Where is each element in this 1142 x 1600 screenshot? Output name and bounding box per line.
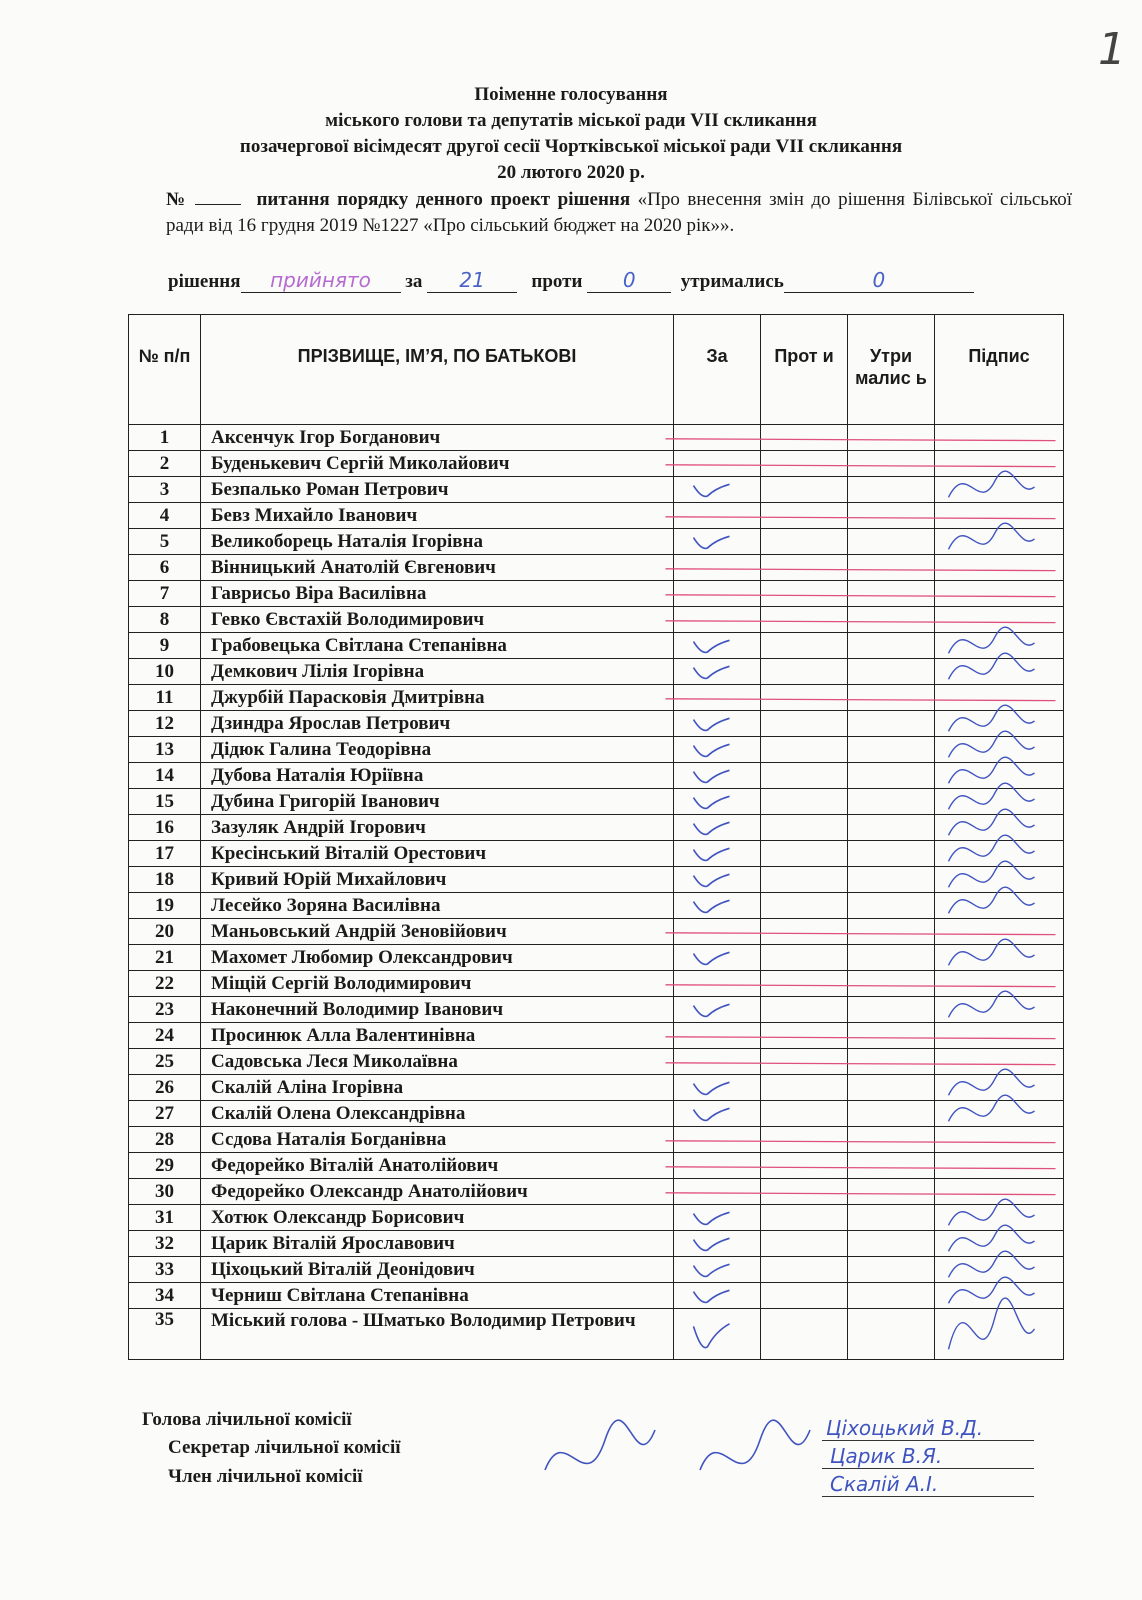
row-abstained-cell: [848, 711, 935, 737]
row-abstained-cell: [848, 1205, 935, 1231]
row-for-cell: [674, 1179, 761, 1205]
row-against-cell: [761, 659, 848, 685]
row-for-cell: [674, 867, 761, 893]
row-against-cell: [761, 503, 848, 529]
table-row: [129, 789, 1064, 815]
row-against-cell: [761, 945, 848, 971]
row-number: 30: [129, 1179, 201, 1205]
row-name: Міський голова - Шматько Володимир Петрович: [201, 1309, 674, 1360]
row-for-cell: [674, 737, 761, 763]
row-against-cell: [761, 555, 848, 581]
row-number: 18: [129, 867, 201, 893]
row-for-cell: [674, 1257, 761, 1283]
table-header-row: [129, 315, 1064, 425]
col-header-signature: Підпис: [935, 315, 1064, 425]
abstained-value: 0: [784, 270, 974, 293]
document-heading: [0, 82, 1142, 186]
against-value: 0: [587, 270, 671, 293]
row-number: 33: [129, 1257, 201, 1283]
table-row: [129, 529, 1064, 555]
row-signature-cell: [935, 555, 1064, 581]
col-header-name: ПРІЗВИЩЕ, ІМ’Я, ПО БАТЬКОВІ: [201, 315, 674, 425]
table-row: [129, 1179, 1064, 1205]
row-number: 11: [129, 685, 201, 711]
row-signature-cell: [935, 685, 1064, 711]
row-for-cell: [674, 477, 761, 503]
row-abstained-cell: [848, 997, 935, 1023]
row-for-cell: [674, 919, 761, 945]
row-number: 31: [129, 1205, 201, 1231]
row-abstained-cell: [848, 763, 935, 789]
row-name: Буденькевич Сергій Миколайович: [201, 451, 674, 477]
row-against-cell: [761, 789, 848, 815]
row-abstained-cell: [848, 737, 935, 763]
row-for-cell: [674, 789, 761, 815]
roll-call-table: [128, 314, 1064, 1360]
row-for-cell: [674, 607, 761, 633]
row-signature-cell: [935, 503, 1064, 529]
commission-member-label: Член лічильної комісії: [168, 1466, 363, 1487]
row-number: 21: [129, 945, 201, 971]
col-header-abstained: Утри малис ь: [848, 315, 935, 425]
row-abstained-cell: [848, 555, 935, 581]
row-number: 20: [129, 919, 201, 945]
row-for-cell: [674, 633, 761, 659]
row-for-cell: [674, 1309, 761, 1360]
row-number: 34: [129, 1283, 201, 1309]
row-signature-cell: [935, 1257, 1064, 1283]
row-against-cell: [761, 451, 848, 477]
row-name: Зазуляк Андрій Ігорович: [201, 815, 674, 841]
row-for-cell: [674, 841, 761, 867]
table-row: [129, 1231, 1064, 1257]
row-abstained-cell: [848, 1309, 935, 1360]
member-name-line: [822, 1496, 1034, 1497]
table-row: [129, 1075, 1064, 1101]
row-signature-cell: [935, 425, 1064, 451]
row-for-cell: [674, 1023, 761, 1049]
question-lead: питання порядку денного проект рішення: [256, 189, 631, 210]
row-signature-cell: [935, 919, 1064, 945]
row-signature-cell: [935, 1101, 1064, 1127]
row-signature-cell: [935, 477, 1064, 503]
commission-chair-name: Ціхоцький В.Д.: [826, 1416, 984, 1440]
row-name: Вінницький Анатолій Євгенович: [201, 555, 674, 581]
row-for-cell: [674, 971, 761, 997]
row-for-cell: [674, 815, 761, 841]
row-number: 23: [129, 997, 201, 1023]
row-abstained-cell: [848, 1179, 935, 1205]
question-number-label: №: [166, 189, 188, 210]
chair-name-line: [822, 1440, 1034, 1441]
row-for-cell: [674, 711, 761, 737]
row-signature-cell: [935, 737, 1064, 763]
row-against-cell: [761, 893, 848, 919]
row-against-cell: [761, 1127, 848, 1153]
for-label: за: [405, 271, 423, 292]
row-abstained-cell: [848, 789, 935, 815]
row-against-cell: [761, 997, 848, 1023]
row-abstained-cell: [848, 1231, 935, 1257]
row-for-cell: [674, 529, 761, 555]
row-signature-cell: [935, 451, 1064, 477]
table-row: [129, 659, 1064, 685]
row-for-cell: [674, 685, 761, 711]
table-row: [129, 425, 1064, 451]
row-abstained-cell: [848, 581, 935, 607]
row-against-cell: [761, 607, 848, 633]
row-signature-cell: [935, 581, 1064, 607]
row-name: Дубина Григорій Іванович: [201, 789, 674, 815]
col-header-number: № п/п: [129, 315, 201, 425]
heading-line: міського голови та депутатів міської ради VII скликання: [325, 110, 817, 131]
heading-line: 20 лютого 2020 р.: [497, 162, 645, 183]
table-row: [129, 815, 1064, 841]
row-against-cell: [761, 919, 848, 945]
table-row: [129, 867, 1064, 893]
row-for-cell: [674, 1049, 761, 1075]
row-name: Бевз Михайло Іванович: [201, 503, 674, 529]
row-abstained-cell: [848, 1127, 935, 1153]
row-signature-cell: [935, 867, 1064, 893]
row-name: Кресінський Віталій Орестович: [201, 841, 674, 867]
heading-line: Поіменне голосування: [474, 84, 668, 105]
row-for-cell: [674, 945, 761, 971]
row-abstained-cell: [848, 919, 935, 945]
row-for-cell: [674, 1231, 761, 1257]
row-against-cell: [761, 1257, 848, 1283]
row-number: 5: [129, 529, 201, 555]
table-row: [129, 997, 1064, 1023]
table-row: [129, 841, 1064, 867]
row-name: Великоборець Наталія Ігорівна: [201, 529, 674, 555]
row-for-cell: [674, 1101, 761, 1127]
row-signature-cell: [935, 1309, 1064, 1360]
row-for-cell: [674, 425, 761, 451]
row-against-cell: [761, 867, 848, 893]
row-against-cell: [761, 815, 848, 841]
row-signature-cell: [935, 1023, 1064, 1049]
table-row: [129, 893, 1064, 919]
row-name: Скалій Олена Олександрівна: [201, 1101, 674, 1127]
row-number: 28: [129, 1127, 201, 1153]
row-abstained-cell: [848, 503, 935, 529]
row-abstained-cell: [848, 1023, 935, 1049]
row-abstained-cell: [848, 451, 935, 477]
row-number: 7: [129, 581, 201, 607]
table-row: [129, 1257, 1064, 1283]
row-name: Наконечний Володимир Іванович: [201, 997, 674, 1023]
for-value: 21: [427, 270, 517, 293]
row-for-cell: [674, 1283, 761, 1309]
row-signature-cell: [935, 711, 1064, 737]
row-number: 25: [129, 1049, 201, 1075]
row-name: Демкович Лілія Ігорівна: [201, 659, 674, 685]
row-for-cell: [674, 503, 761, 529]
row-name: Махомет Любомир Олександрович: [201, 945, 674, 971]
table-row: [129, 1127, 1064, 1153]
row-name: Лесейко Зоряна Василівна: [201, 893, 674, 919]
row-number: 15: [129, 789, 201, 815]
row-abstained-cell: [848, 477, 935, 503]
against-label: проти: [531, 271, 583, 292]
table-row: [129, 555, 1064, 581]
row-abstained-cell: [848, 425, 935, 451]
row-abstained-cell: [848, 893, 935, 919]
col-header-against: Прот и: [761, 315, 848, 425]
commission-member-name: Скалій А.І.: [830, 1472, 939, 1496]
row-signature-cell: [935, 607, 1064, 633]
row-number: 16: [129, 815, 201, 841]
row-signature-cell: [935, 1205, 1064, 1231]
row-against-cell: [761, 737, 848, 763]
row-signature-cell: [935, 659, 1064, 685]
row-name: Міщій Сергій Володимирович: [201, 971, 674, 997]
row-number: 35: [129, 1309, 201, 1360]
abstained-label: утримались: [680, 271, 784, 292]
row-abstained-cell: [848, 1075, 935, 1101]
row-signature-cell: [935, 1049, 1064, 1075]
row-name: Джурбій Парасковія Дмитрівна: [201, 685, 674, 711]
row-number: 17: [129, 841, 201, 867]
row-number: 27: [129, 1101, 201, 1127]
table-row: [129, 1049, 1064, 1075]
commission-chair-label: Голова лічильної комісії: [142, 1409, 352, 1430]
commission-secretary-name: Царик В.Я.: [830, 1444, 943, 1468]
row-against-cell: [761, 1231, 848, 1257]
question-number-blank: [195, 186, 241, 205]
table-row: [129, 1309, 1064, 1360]
row-number: 24: [129, 1023, 201, 1049]
table-row: [129, 1101, 1064, 1127]
row-signature-cell: [935, 1179, 1064, 1205]
vote-result: [168, 270, 974, 293]
row-number: 6: [129, 555, 201, 581]
row-name: Гевко Євстахій Володимирович: [201, 607, 674, 633]
row-against-cell: [761, 841, 848, 867]
table-row: [129, 477, 1064, 503]
row-against-cell: [761, 1023, 848, 1049]
row-for-cell: [674, 451, 761, 477]
row-name: Дзиндра Ярослав Петрович: [201, 711, 674, 737]
row-abstained-cell: [848, 1101, 935, 1127]
row-number: 4: [129, 503, 201, 529]
row-name: Садовська Леся Миколаївна: [201, 1049, 674, 1075]
row-number: 1: [129, 425, 201, 451]
row-name: Федорейко Олександр Анатолійович: [201, 1179, 674, 1205]
row-against-cell: [761, 711, 848, 737]
row-against-cell: [761, 1283, 848, 1309]
row-for-cell: [674, 1205, 761, 1231]
row-against-cell: [761, 1049, 848, 1075]
table-row: [129, 503, 1064, 529]
table-row: [129, 737, 1064, 763]
table-row: [129, 685, 1064, 711]
row-name: Черниш Світлана Степанівна: [201, 1283, 674, 1309]
row-abstained-cell: [848, 685, 935, 711]
col-header-for: За: [674, 315, 761, 425]
row-for-cell: [674, 555, 761, 581]
row-against-cell: [761, 1075, 848, 1101]
decision-value: прийнято: [241, 270, 401, 293]
row-against-cell: [761, 685, 848, 711]
row-name: Царик Віталій Ярославович: [201, 1231, 674, 1257]
row-number: 8: [129, 607, 201, 633]
table-row: [129, 1283, 1064, 1309]
row-signature-cell: [935, 945, 1064, 971]
row-name: Безпалько Роман Петрович: [201, 477, 674, 503]
row-name: Ссдова Наталія Богданівна: [201, 1127, 674, 1153]
row-abstained-cell: [848, 841, 935, 867]
row-for-cell: [674, 581, 761, 607]
row-number: 3: [129, 477, 201, 503]
row-signature-cell: [935, 1127, 1064, 1153]
row-abstained-cell: [848, 1283, 935, 1309]
row-for-cell: [674, 1075, 761, 1101]
row-for-cell: [674, 1153, 761, 1179]
row-abstained-cell: [848, 1257, 935, 1283]
row-signature-cell: [935, 1153, 1064, 1179]
row-name: Кривий Юрій Михайлович: [201, 867, 674, 893]
row-abstained-cell: [848, 867, 935, 893]
table-body: [129, 425, 1064, 1360]
agenda-question: [166, 186, 1072, 239]
question-text: «Про внесення змін до рішення Білівської сільської ради від 16 грудня 2019 №1227 «Про сільський бюджет на 2020 рік»».: [166, 189, 1073, 236]
table-row: [129, 633, 1064, 659]
row-against-cell: [761, 1179, 848, 1205]
table-row: [129, 607, 1064, 633]
row-against-cell: [761, 581, 848, 607]
row-signature-cell: [935, 763, 1064, 789]
table-row: [129, 1023, 1064, 1049]
row-signature-cell: [935, 529, 1064, 555]
row-name: Хотюк Олександр Борисович: [201, 1205, 674, 1231]
row-name: Просинюк Алла Валентинівна: [201, 1023, 674, 1049]
heading-line: позачергової вісімдесят другої сесії Чортківської міської ради VII скликання: [239, 136, 903, 157]
row-for-cell: [674, 1127, 761, 1153]
row-number: 2: [129, 451, 201, 477]
handwritten-signature-icon: [700, 1420, 810, 1470]
row-number: 19: [129, 893, 201, 919]
row-signature-cell: [935, 841, 1064, 867]
row-number: 9: [129, 633, 201, 659]
decision-label: рішення: [168, 271, 241, 292]
row-name: Дідюк Галина Теодорівна: [201, 737, 674, 763]
row-signature-cell: [935, 971, 1064, 997]
table-row: [129, 919, 1064, 945]
row-name: Гаврисьо Віра Василівна: [201, 581, 674, 607]
commission-secretary-label: Секретар лічильної комісії: [168, 1437, 401, 1458]
row-signature-cell: [935, 1075, 1064, 1101]
table-row: [129, 711, 1064, 737]
row-name: Маньовський Андрій Зеновійович: [201, 919, 674, 945]
row-abstained-cell: [848, 1153, 935, 1179]
row-against-cell: [761, 529, 848, 555]
row-name: Аксенчук Ігор Богданович: [201, 425, 674, 451]
table-row: [129, 763, 1064, 789]
row-number: 13: [129, 737, 201, 763]
row-abstained-cell: [848, 945, 935, 971]
row-name: Скалій Аліна Ігорівна: [201, 1075, 674, 1101]
row-for-cell: [674, 997, 761, 1023]
row-signature-cell: [935, 997, 1064, 1023]
row-abstained-cell: [848, 659, 935, 685]
row-abstained-cell: [848, 633, 935, 659]
row-abstained-cell: [848, 815, 935, 841]
table-row: [129, 581, 1064, 607]
row-against-cell: [761, 477, 848, 503]
row-against-cell: [761, 763, 848, 789]
table-row: [129, 945, 1064, 971]
row-abstained-cell: [848, 529, 935, 555]
row-against-cell: [761, 1153, 848, 1179]
page-number: 1: [1098, 24, 1126, 75]
row-against-cell: [761, 1101, 848, 1127]
table-row: [129, 451, 1064, 477]
row-for-cell: [674, 763, 761, 789]
row-name: Ціхоцький Віталій Деонідович: [201, 1257, 674, 1283]
row-signature-cell: [935, 633, 1064, 659]
row-against-cell: [761, 633, 848, 659]
table-row: [129, 1205, 1064, 1231]
row-number: 12: [129, 711, 201, 737]
row-number: 26: [129, 1075, 201, 1101]
row-against-cell: [761, 1205, 848, 1231]
row-number: 14: [129, 763, 201, 789]
row-number: 10: [129, 659, 201, 685]
row-number: 22: [129, 971, 201, 997]
row-signature-cell: [935, 893, 1064, 919]
table-row: [129, 971, 1064, 997]
row-number: 32: [129, 1231, 201, 1257]
table-row: [129, 1153, 1064, 1179]
row-abstained-cell: [848, 971, 935, 997]
row-signature-cell: [935, 789, 1064, 815]
row-name: Дубова Наталія Юріївна: [201, 763, 674, 789]
row-against-cell: [761, 1309, 848, 1360]
row-signature-cell: [935, 815, 1064, 841]
row-name: Федорейко Віталій Анатолійович: [201, 1153, 674, 1179]
row-abstained-cell: [848, 1049, 935, 1075]
row-against-cell: [761, 971, 848, 997]
row-abstained-cell: [848, 607, 935, 633]
row-number: 29: [129, 1153, 201, 1179]
secretary-name-line: [822, 1468, 1034, 1469]
row-for-cell: [674, 893, 761, 919]
row-against-cell: [761, 425, 848, 451]
row-name: Грабовецька Світлана Степанівна: [201, 633, 674, 659]
row-signature-cell: [935, 1231, 1064, 1257]
handwritten-signature-icon: [545, 1420, 655, 1470]
row-for-cell: [674, 659, 761, 685]
row-signature-cell: [935, 1283, 1064, 1309]
